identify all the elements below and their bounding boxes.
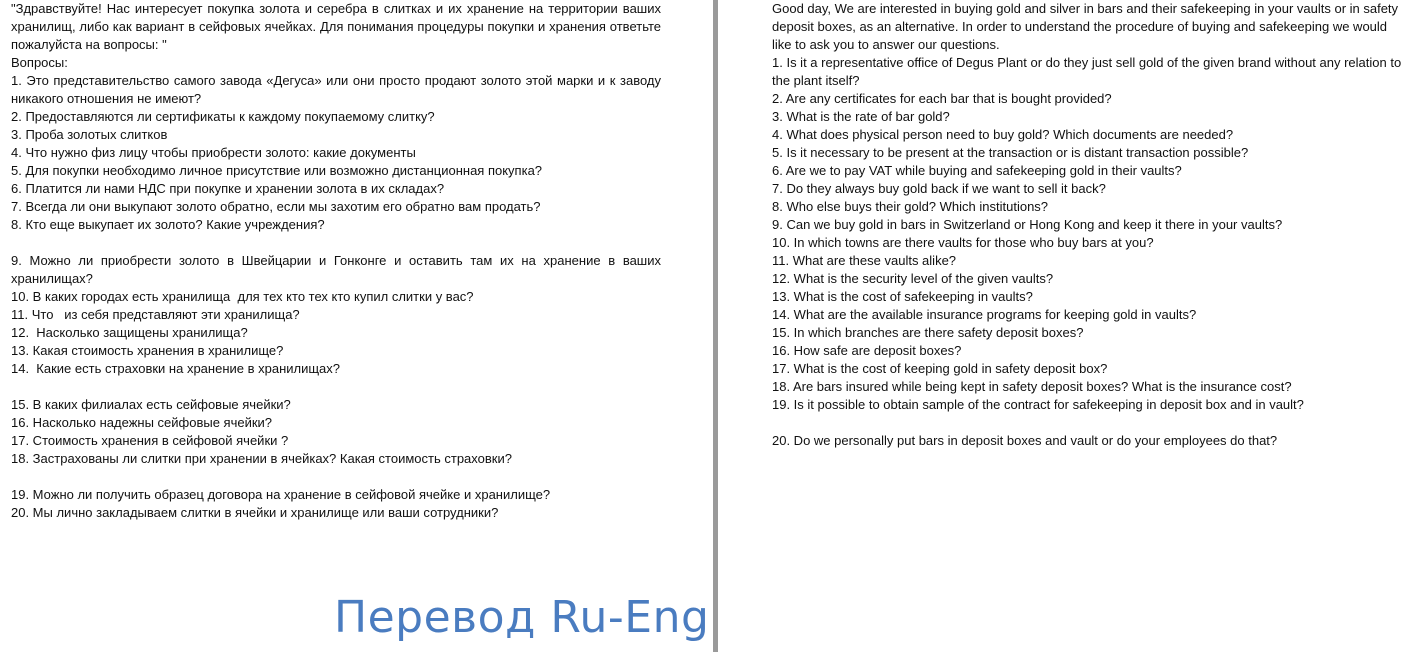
- ru-question-17: 17. Стоимость хранения в сейфовой ячейки ?: [11, 433, 289, 448]
- en-question-17: 17. What is the cost of keeping gold in safety deposit box?: [772, 361, 1108, 376]
- en-question-16: 16. How safe are deposit boxes?: [772, 343, 962, 358]
- ru-question-2: 2. Предоставляются ли сертификаты к каждому покупаемому слитку?: [11, 109, 435, 124]
- ru-question-5: 5. Для покупки необходимо личное присутствие или возможно дистанционная покупка?: [11, 163, 543, 178]
- ru-question-7: 7. Всегда ли они выкупают золото обратно, если мы захотим его обратно вам продать?: [11, 199, 541, 214]
- ru-questions-label: Вопросы:: [11, 55, 68, 70]
- ru-intro: "Здравствуйте! Нас интересует покупка золота и серебра в слитках и их хранение на территории ваших хранилищ, либо как вариант в сейфовых ячейках. Для понимания процедуры покупки и хранения ответьте пожалуйста на вопросы: ": [11, 1, 661, 52]
- en-question-12: 12. What is the security level of the given vaults?: [772, 271, 1054, 286]
- spacer: [11, 468, 661, 486]
- en-question-3: 3. What is the rate of bar gold?: [772, 109, 950, 124]
- ru-question-4: 4. Что нужно физ лицу чтобы приобрести золото: какие документы: [11, 145, 416, 160]
- ru-question-20: 20. Мы лично закладываем слитки в ячейки и хранилище или ваши сотрудники?: [11, 505, 499, 520]
- ru-question-15: 15. В каких филиалах есть сейфовые ячейки?: [11, 397, 291, 412]
- ru-question-18: 18. Застрахованы ли слитки при хранении в ячейках? Какая стоимость страховки?: [11, 451, 512, 466]
- russian-text-column: [11, 0, 661, 522]
- ru-question-16: 16. Насколько надежны сейфовые ячейки?: [11, 415, 273, 430]
- ru-question-14: 14. Какие есть страховки на хранение в хранилищах?: [11, 361, 341, 376]
- ru-question-19: 19. Можно ли получить образец договора на хранение в сейфовой ячейке и хранилище?: [11, 487, 551, 502]
- ru-question-9: 9. Можно ли приобрести золото в Швейцарии и Гонконге и оставить там их на хранение в ваших хранилищах?: [11, 253, 661, 286]
- english-text-column: [772, 0, 1408, 450]
- en-question-20: 20. Do we personally put bars in deposit boxes and vault or do your employees do that?: [772, 433, 1278, 448]
- ru-question-10: 10. В каких городах есть хранилища для тех кто тех кто купил слитки у вас?: [11, 289, 474, 304]
- en-question-15: 15. In which branches are there safety deposit boxes?: [772, 325, 1084, 340]
- spacer: [11, 378, 661, 396]
- ru-question-6: 6. Платится ли нами НДС при покупке и хранении золота в их складах?: [11, 181, 445, 196]
- en-intro: Good day, We are interested in buying gold and silver in bars and their safekeeping in your vaults or in safety deposit boxes, as an alternative. In order to understand the procedure of buying and safekeeping we would like to ask you to answer our questions.: [772, 1, 1399, 52]
- column-divider: [713, 0, 718, 652]
- ru-question-11: 11. Что из себя представляют эти хранилища?: [11, 307, 300, 322]
- ru-question-1: 1. Это представительство самого завода «Дегуса» или они просто продают золото этой марки и к заводу никакого отношения не имеют?: [11, 73, 661, 106]
- en-question-11: 11. What are these vaults alike?: [772, 253, 957, 268]
- en-question-13: 13. What is the cost of safekeeping in vaults?: [772, 289, 1033, 304]
- en-question-1: 1. Is it a representative office of Degus Plant or do they just sell gold of the given brand without any relation to the plant itself?: [772, 55, 1405, 88]
- spacer: [11, 234, 661, 252]
- ru-question-12: 12. Насколько защищены хранилища?: [11, 325, 248, 340]
- spacer: [772, 414, 1408, 432]
- ru-question-3: 3. Проба золотых слитков: [11, 127, 168, 142]
- en-question-8: 8. Who else buys their gold? Which institutions?: [772, 199, 1049, 214]
- ru-question-8: 8. Кто еще выкупает их золото? Какие учреждения?: [11, 217, 325, 232]
- en-question-6: 6. Are we to pay VAT while buying and safekeeping gold in their vaults?: [772, 163, 1182, 178]
- en-question-18: 18. Are bars insured while being kept in safety deposit boxes? What is the insurance cost?: [772, 379, 1292, 394]
- en-question-5: 5. Is it necessary to be present at the transaction or is distant transaction possible?: [772, 145, 1249, 160]
- ru-question-13: 13. Какая стоимость хранения в хранилище?: [11, 343, 284, 358]
- en-question-7: 7. Do they always buy gold back if we want to sell it back?: [772, 181, 1106, 196]
- en-question-14: 14. What are the available insurance programs for keeping gold in vaults?: [772, 307, 1197, 322]
- translation-watermark: Перевод Ru-Eng: [334, 592, 710, 643]
- en-question-2: 2. Are any certificates for each bar that is bought provided?: [772, 91, 1112, 106]
- en-question-9: 9. Can we buy gold in bars in Switzerland or Hong Kong and keep it there in your vaults?: [772, 217, 1283, 232]
- en-question-10: 10. In which towns are there vaults for those who buy bars at you?: [772, 235, 1154, 250]
- en-question-4: 4. What does physical person need to buy gold? Which documents are needed?: [772, 127, 1234, 142]
- en-question-19: 19. Is it possible to obtain sample of the contract for safekeeping in deposit box and in vault?: [772, 397, 1304, 412]
